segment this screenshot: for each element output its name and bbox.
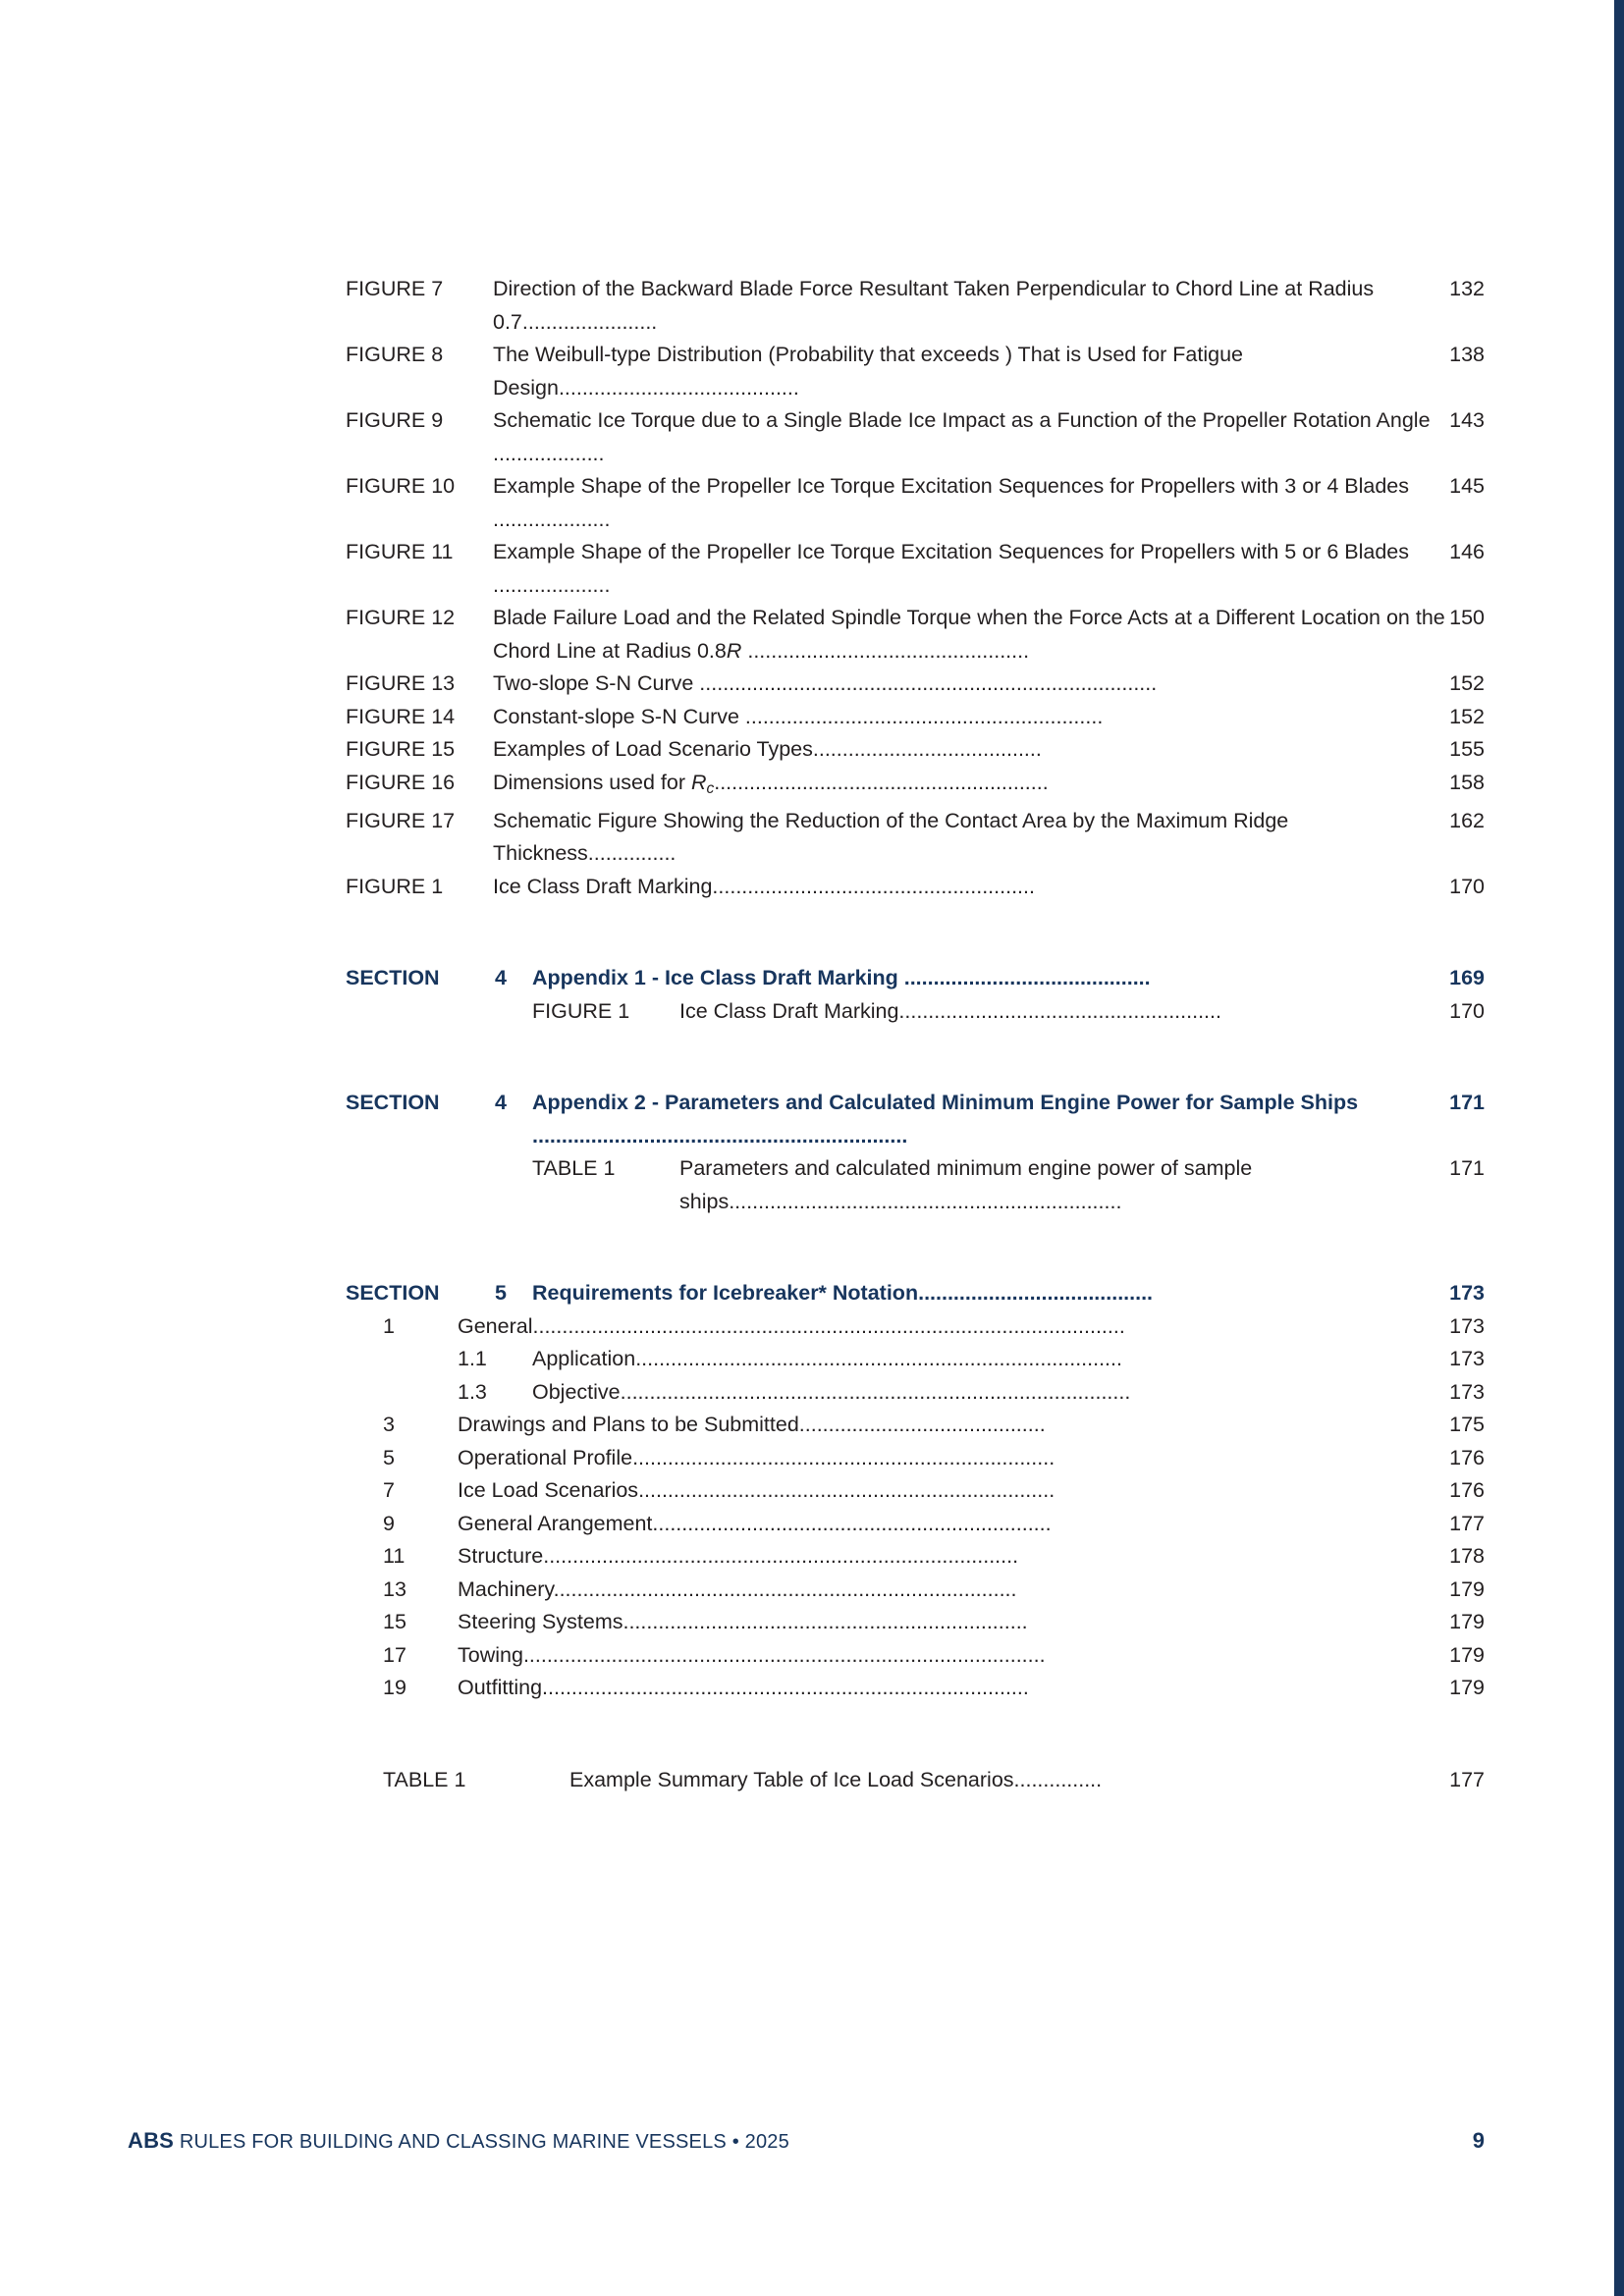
section-block-appendix-2: [346, 1087, 1485, 1218]
page-number: 171: [1449, 1091, 1485, 1115]
item-entry: [458, 1574, 1485, 1607]
item-entry: [458, 1310, 1485, 1344]
item-title: Machinery: [458, 1576, 554, 1601]
toc-item-13-machinery[interactable]: [346, 1574, 1485, 1607]
figure-entry: [493, 536, 1485, 602]
toc-entry-figure-14[interactable]: [346, 701, 1485, 734]
item-entry: [458, 1409, 1485, 1442]
spacer: [346, 1705, 1485, 1764]
item-subnumber: 1.1: [458, 1347, 487, 1371]
page-number: 155: [1449, 737, 1485, 761]
toc-item-1-1-application[interactable]: [346, 1343, 1485, 1376]
page-number: 170: [1449, 874, 1485, 898]
leader-dots: .................................................................................: [543, 1544, 1019, 1569]
figure-title: Blade Failure Load and the Related Spindle Torque when the Force Acts at a Different Location on the Chord Line at Radius 0.8R: [493, 606, 1445, 663]
leader-dots: .......................................................: [712, 874, 1035, 898]
item-number: 15: [383, 1610, 406, 1634]
toc-entry-figure-9[interactable]: [346, 404, 1485, 470]
item-title: Drawings and Plans to be Submitted: [458, 1413, 799, 1437]
toc-entry-appendix2-table-1[interactable]: [346, 1152, 1485, 1218]
footer-text-block: [128, 2128, 789, 2154]
table-label: TABLE 1: [532, 1156, 616, 1181]
leader-dots: .........................................................: [714, 770, 1049, 794]
item-entry: [458, 1672, 1485, 1705]
leader-dots: ........................................................................: [632, 1445, 1056, 1469]
page-number: 162: [1449, 808, 1485, 832]
item-number: 7: [383, 1478, 395, 1503]
page-number: 170: [1449, 998, 1485, 1023]
leader-dots: ....................: [493, 507, 611, 531]
figure-title: Direction of the Backward Blade Force Resultant Taken Perpendicular to Chord Line at Radius 0.7: [493, 277, 1375, 334]
leader-dots: ........................................: [918, 1281, 1154, 1306]
item-title: Towing: [458, 1642, 523, 1667]
figure-title: Ice Class Draft Marking: [679, 998, 899, 1023]
figure-label: FIGURE 15: [346, 737, 456, 761]
page-number: 173: [1449, 1281, 1485, 1306]
page-number: 145: [1449, 474, 1485, 498]
toc-item-1-3-objective[interactable]: [346, 1376, 1485, 1410]
leader-dots: ..............................................................................: [693, 671, 1158, 695]
page-number: 152: [1449, 704, 1485, 728]
footer-title: RULES FOR BUILDING AND CLASSING MARINE VESSELS • 2025: [174, 2131, 789, 2153]
section-title: Requirements for Icebreaker* Notation: [532, 1281, 919, 1306]
toc-content: [346, 273, 1485, 1796]
figure-entry: [679, 995, 1485, 1029]
figure-label: FIGURE 14: [346, 704, 456, 728]
section-label: SECTION: [346, 966, 440, 990]
spacer: [346, 1218, 1485, 1277]
page-number: 138: [1449, 343, 1485, 366]
item-number: 1: [383, 1313, 395, 1338]
item-title: Outfitting: [458, 1676, 543, 1700]
page-number: 176: [1449, 1445, 1485, 1469]
toc-item-7-ice-load-scenarios[interactable]: [346, 1474, 1485, 1508]
section-title: Appendix 2 - Parameters and Calculated Minimum Engine Power for Sample Ships: [532, 1091, 1359, 1115]
item-entry: [458, 1540, 1485, 1574]
leader-dots: ................................................: [741, 638, 1030, 663]
figure-entry: [493, 273, 1485, 339]
leader-dots: ...................................................................................: [635, 1347, 1122, 1371]
leader-dots: .......................................................................................: [620, 1379, 1131, 1404]
leader-dots: .....................................................................: [623, 1610, 1028, 1634]
leader-dots: .............................................................: [738, 704, 1104, 728]
page-footer: [128, 2128, 1485, 2154]
toc-entry-figure-16[interactable]: [346, 767, 1485, 805]
toc-entry-figure-17[interactable]: [346, 805, 1485, 871]
section-title-entry: [532, 962, 1485, 995]
toc-entry-figure-1-top[interactable]: [346, 871, 1485, 904]
footer-page-number: 9: [1472, 2128, 1485, 2153]
toc-item-9-general-arangement[interactable]: [346, 1508, 1485, 1541]
page-number: 179: [1449, 1642, 1485, 1667]
toc-entry-figure-15[interactable]: [346, 733, 1485, 767]
figure-entry: [493, 871, 1485, 904]
toc-item-15-steering-systems[interactable]: [346, 1606, 1485, 1639]
page-number: 152: [1449, 671, 1485, 695]
page-number: 173: [1449, 1313, 1485, 1338]
leader-dots: .......................................: [812, 737, 1042, 761]
leader-dots: ....................................................................: [652, 1511, 1052, 1535]
page-number: 169: [1449, 966, 1485, 990]
section-title: Appendix 1 - Ice Class Draft Marking: [532, 966, 898, 990]
item-title: Operational Profile: [458, 1445, 633, 1469]
toc-entry-appendix1-figure-1[interactable]: [346, 995, 1485, 1029]
section-heading-appendix-2[interactable]: [346, 1087, 1485, 1152]
figure-title: The Weibull-type Distribution (Probability that exceeds ) That is Used for Fatigue Design: [493, 343, 1243, 400]
table-entry: [569, 1764, 1485, 1797]
figure-title: Constant-slope S-N Curve: [493, 704, 739, 728]
page-number: 179: [1449, 1576, 1485, 1601]
section-title-entry: [532, 1277, 1485, 1310]
section-title-entry: [532, 1087, 1485, 1152]
item-entry: [458, 1508, 1485, 1541]
leader-dots: ...................................................................................: [542, 1676, 1029, 1700]
item-entry: [458, 1442, 1485, 1475]
figure-label: FIGURE 13: [346, 671, 456, 695]
page-number: 171: [1449, 1156, 1485, 1181]
toc-entry-figure-11[interactable]: [346, 536, 1485, 602]
figure-list-top: [346, 273, 1485, 903]
item-subnumber: 1.3: [458, 1379, 487, 1404]
figure-entry: [493, 470, 1485, 536]
figure-title: Schematic Ice Torque due to a Single Blade Ice Impact as a Function of the Propeller Rotation Angle: [493, 408, 1431, 432]
table-title: Parameters and calculated minimum engine power of sample ships: [679, 1156, 1253, 1213]
section-number: 4: [495, 1091, 507, 1115]
toc-item-3-drawings[interactable]: [346, 1409, 1485, 1442]
figure-title: Example Shape of the Propeller Ice Torque Excitation Sequences for Propellers with 5 or 6 Blades: [493, 540, 1409, 563]
figure-label: FIGURE 1: [532, 998, 630, 1023]
page-edge-rule: [1614, 0, 1624, 2296]
figure-label: FIGURE 8: [346, 343, 444, 366]
figure-label: FIGURE 1: [346, 874, 444, 898]
page-number: 178: [1449, 1544, 1485, 1569]
page-number: 179: [1449, 1610, 1485, 1634]
leader-dots: .........................................................................................: [522, 1642, 1046, 1667]
page-number: 146: [1449, 540, 1485, 563]
section-block-icebreaker: [346, 1277, 1485, 1796]
figure-entry: [493, 667, 1485, 701]
toc-item-19-outfitting[interactable]: [346, 1672, 1485, 1705]
item-entry: [458, 1474, 1485, 1508]
item-entry: [532, 1376, 1485, 1410]
leader-dots: ...................................................................: [729, 1189, 1122, 1213]
figure-label: FIGURE 17: [346, 808, 456, 832]
table-label: TABLE 1: [383, 1767, 466, 1791]
page-number: 132: [1449, 277, 1485, 300]
figure-title: Dimensions used for $R_c$: [493, 770, 715, 797]
figure-entry: [493, 767, 1485, 805]
item-entry: [458, 1639, 1485, 1673]
toc-item-5-operational-profile[interactable]: [346, 1442, 1485, 1475]
figure-entry: [493, 701, 1485, 734]
figure-title: Example Shape of the Propeller Ice Torque Excitation Sequences for Propellers with 3 or 4 Blades: [493, 474, 1409, 498]
toc-entry-section5-table-1[interactable]: [346, 1764, 1485, 1797]
item-title: Structure: [458, 1544, 544, 1569]
leader-dots: ................................................................: [532, 1123, 908, 1148]
page-number: 177: [1449, 1767, 1485, 1791]
item-number: 3: [383, 1413, 395, 1437]
figure-label: FIGURE 7: [346, 277, 444, 300]
leader-dots: ....................: [493, 572, 611, 597]
figure-title: Schematic Figure Showing the Reduction of the Contact Area by the Maximum Ridge Thickness: [493, 808, 1289, 866]
toc-entry-figure-13[interactable]: [346, 667, 1485, 701]
figure-entry: [493, 733, 1485, 767]
leader-dots: ..........................................: [897, 966, 1151, 990]
section-heading-appendix-1[interactable]: [346, 962, 1485, 995]
item-number: 11: [383, 1544, 406, 1569]
page-number: 179: [1449, 1676, 1485, 1700]
item-title: Steering Systems: [458, 1610, 623, 1634]
leader-dots: .......................: [521, 309, 658, 334]
figure-label: FIGURE 11: [346, 540, 454, 563]
figure-title: Ice Class Draft Marking: [493, 874, 713, 898]
item-title: General Arangement: [458, 1511, 653, 1535]
figure-label: FIGURE 12: [346, 606, 456, 629]
toc-entry-figure-10[interactable]: [346, 470, 1485, 536]
section-heading-icebreaker[interactable]: [346, 1277, 1485, 1310]
figure-title: Two-slope S-N Curve: [493, 671, 694, 695]
spacer: [346, 903, 1485, 962]
abs-logo-text: ABS: [128, 2128, 175, 2153]
leader-dots: ...............: [1013, 1767, 1103, 1791]
page-number: 158: [1449, 770, 1485, 794]
figure-title: Examples of Load Scenario Types: [493, 737, 813, 761]
item-number: 5: [383, 1445, 395, 1469]
section-number: 5: [495, 1281, 507, 1306]
figure-entry: [493, 404, 1485, 470]
leader-dots: .......................................................: [898, 998, 1221, 1023]
page-number: 173: [1449, 1379, 1485, 1404]
leader-dots: ...................: [493, 441, 605, 465]
section-block-appendix-1: [346, 962, 1485, 1028]
toc-item-1-general[interactable]: [346, 1310, 1485, 1344]
item-title: Objective: [532, 1379, 621, 1404]
item-title: Application: [532, 1347, 636, 1371]
leader-dots: .........................................: [558, 375, 799, 400]
leader-dots: ...............: [587, 841, 677, 866]
item-entry: [458, 1606, 1485, 1639]
page-number: 176: [1449, 1478, 1485, 1503]
section-label: SECTION: [346, 1091, 440, 1115]
page-number: 175: [1449, 1413, 1485, 1437]
figure-label: FIGURE 9: [346, 408, 444, 432]
page-number: 173: [1449, 1347, 1485, 1371]
page-number: 150: [1449, 606, 1485, 629]
item-number: 19: [383, 1676, 406, 1700]
figure-entry: [493, 602, 1485, 667]
toc-entry-figure-8[interactable]: [346, 339, 1485, 404]
item-number: 17: [383, 1642, 406, 1667]
table-title: Example Summary Table of Ice Load Scenarios: [569, 1767, 1014, 1791]
leader-dots: .....................................................................................................: [532, 1313, 1125, 1338]
leader-dots: ...............................................................................: [553, 1576, 1017, 1601]
table-entry: [679, 1152, 1485, 1218]
toc-entry-figure-12[interactable]: [346, 602, 1485, 667]
section-label: SECTION: [346, 1281, 440, 1306]
item-title: General: [458, 1313, 533, 1338]
leader-dots: .......................................................................: [638, 1478, 1056, 1503]
page-number: 143: [1449, 408, 1485, 432]
spacer: [346, 1028, 1485, 1087]
figure-entry: [493, 805, 1485, 871]
toc-entry-figure-7[interactable]: [346, 273, 1485, 339]
leader-dots: ..........................................: [798, 1413, 1046, 1437]
toc-item-17-towing[interactable]: [346, 1639, 1485, 1673]
item-entry: [532, 1343, 1485, 1376]
figure-entry: [493, 339, 1485, 404]
item-number: 13: [383, 1576, 406, 1601]
item-number: 9: [383, 1511, 395, 1535]
page-number: 177: [1449, 1511, 1485, 1535]
figure-label: FIGURE 10: [346, 474, 456, 498]
section-number: 4: [495, 966, 507, 990]
toc-item-11-structure[interactable]: [346, 1540, 1485, 1574]
item-title: Ice Load Scenarios: [458, 1478, 639, 1503]
figure-label: FIGURE 16: [346, 770, 456, 794]
